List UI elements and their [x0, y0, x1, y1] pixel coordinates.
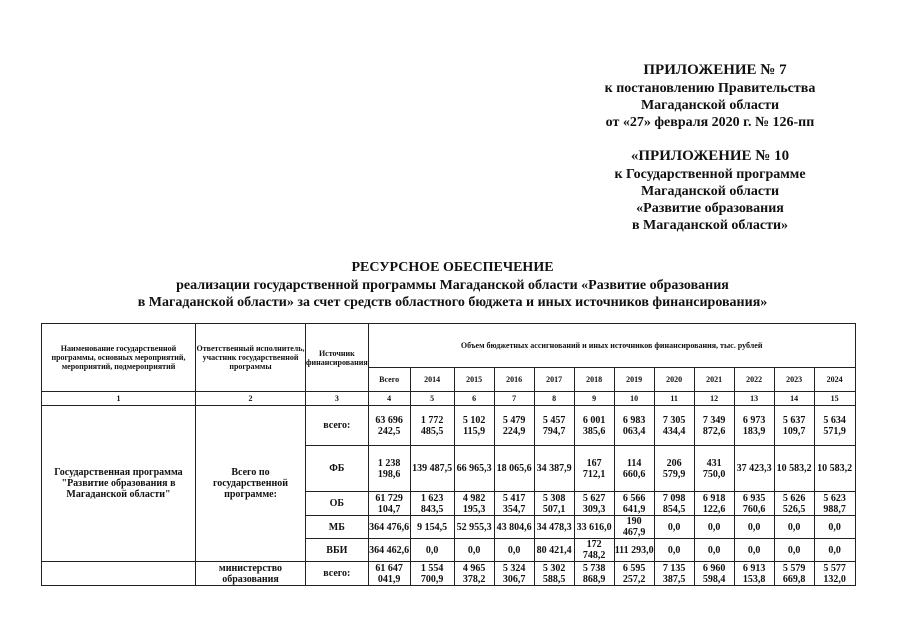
value-cell: 0,0: [734, 516, 774, 539]
value-cell: 63 696 242,5: [368, 406, 410, 446]
column-number: 7: [494, 392, 534, 406]
value-cell: 34 478,3: [534, 516, 574, 539]
program-name-cell: Государственная программа "Развитие образования в Магаданской области": [42, 406, 196, 562]
value-cell: 6 918 122,6: [694, 492, 734, 516]
column-number: 6: [454, 392, 494, 406]
value-cell: 5 302 588,5: [534, 562, 574, 586]
source-cell: ФБ: [306, 446, 369, 492]
value-cell: 0,0: [694, 516, 734, 539]
column-number: 1: [42, 392, 196, 406]
value-cell: 5 417 354,7: [494, 492, 534, 516]
value-cell: 4 982 195,3: [454, 492, 494, 516]
year-header: 2022: [734, 368, 774, 392]
value-cell: 5 579 669,8: [774, 562, 814, 586]
source-cell: всего:: [306, 406, 369, 446]
value-cell: 6 566 641,9: [614, 492, 654, 516]
value-cell: 1 554 700,9: [410, 562, 454, 586]
value-cell: 206 579,9: [654, 446, 694, 492]
column-number: 5: [410, 392, 454, 406]
value-cell: 5 457 794,7: [534, 406, 574, 446]
value-cell: 5 626 526,5: [774, 492, 814, 516]
value-cell: 37 423,3: [734, 446, 774, 492]
value-cell: 6 595 257,2: [614, 562, 654, 586]
column-number: 10: [614, 392, 654, 406]
program-name-line-1: «Развитие образования: [636, 201, 784, 216]
value-cell: 0,0: [814, 516, 855, 539]
value-cell: 0,0: [454, 539, 494, 562]
value-cell: 10 583,2: [814, 446, 855, 492]
value-cell: 5 623 988,7: [814, 492, 855, 516]
value-cell: 5 738 868,9: [574, 562, 614, 586]
column-number: 14: [774, 392, 814, 406]
value-cell: 5 479 224,9: [494, 406, 534, 446]
value-cell: 7 098 854,5: [654, 492, 694, 516]
resolution-date: от «27» февраля 2020 г. № 126-пп: [605, 115, 815, 130]
value-cell: 43 804,6: [494, 516, 534, 539]
year-header: 2019: [614, 368, 654, 392]
year-header: 2016: [494, 368, 534, 392]
value-cell: 6 935 760,6: [734, 492, 774, 516]
value-cell: 0,0: [814, 539, 855, 562]
year-header: 2018: [574, 368, 614, 392]
value-cell: 172 748,2: [574, 539, 614, 562]
value-cell: 6 960 598,4: [694, 562, 734, 586]
ministry-cell: министерство образования: [196, 562, 306, 586]
value-cell: 5 634 571,9: [814, 406, 855, 446]
value-cell: 5 324 306,7: [494, 562, 534, 586]
value-cell: 5 308 507,1: [534, 492, 574, 516]
executor-total-cell: Всего по государственной программе:: [196, 406, 306, 562]
value-cell: 167 712,1: [574, 446, 614, 492]
value-cell: 6 001 385,6: [574, 406, 614, 446]
value-cell: 0,0: [494, 539, 534, 562]
value-cell: 7 305 434,4: [654, 406, 694, 446]
value-cell: 80 421,4: [534, 539, 574, 562]
source-cell: ОБ: [306, 492, 369, 516]
value-cell: 111 293,0: [614, 539, 654, 562]
year-header: 2015: [454, 368, 494, 392]
value-cell: 9 154,5: [410, 516, 454, 539]
year-header: 2021: [694, 368, 734, 392]
value-cell: 0,0: [654, 516, 694, 539]
value-cell: 6 973 183,9: [734, 406, 774, 446]
value-cell: 61 729 104,7: [368, 492, 410, 516]
column-number: 8: [534, 392, 574, 406]
title-line-1: реализации государственной программы Магаданской области «Развитие образования: [176, 278, 729, 293]
value-cell: 0,0: [774, 539, 814, 562]
region-text-2: Магаданской области: [640, 184, 780, 199]
value-cell: 5 627 309,3: [574, 492, 614, 516]
value-cell: 10 583,2: [774, 446, 814, 492]
value-cell: 4 965 378,2: [454, 562, 494, 586]
value-cell: 18 065,6: [494, 446, 534, 492]
value-cell: 5 102 115,9: [454, 406, 494, 446]
year-header: 2023: [774, 368, 814, 392]
value-cell: 52 955,3: [454, 516, 494, 539]
header-executor: Ответственный исполнитель, участник государственной программы: [196, 324, 306, 392]
column-number: 15: [814, 392, 855, 406]
value-cell: 6 983 063,4: [614, 406, 654, 446]
column-number: 12: [694, 392, 734, 406]
header-funding: Объем бюджетных ассигнований и иных источников финансирования, тыс. рублей: [368, 324, 855, 368]
value-cell: 66 965,3: [454, 446, 494, 492]
to-program-text: к Государственной программе: [614, 167, 806, 182]
value-cell: 33 616,0: [574, 516, 614, 539]
source-cell: всего:: [306, 562, 369, 586]
value-cell: 431 750,0: [694, 446, 734, 492]
year-header: 2024: [814, 368, 855, 392]
year-header: 2017: [534, 368, 574, 392]
value-cell: 0,0: [774, 516, 814, 539]
title-line-2: в Магаданской области» за счет средств областного бюджета и иных источников финансирования»: [137, 295, 768, 310]
program-name-line-2: в Магаданской области»: [631, 218, 789, 233]
value-cell: 5 637 109,7: [774, 406, 814, 446]
value-cell: 7 349 872,6: [694, 406, 734, 446]
region-text: Магаданской области: [640, 98, 780, 113]
header-source: Источник финансирования: [306, 324, 369, 392]
year-header: 2014: [410, 368, 454, 392]
column-number: 2: [196, 392, 306, 406]
value-cell: 7 135 387,5: [654, 562, 694, 586]
value-cell: 34 387,9: [534, 446, 574, 492]
value-cell: 364 462,6: [368, 539, 410, 562]
value-cell: 190 467,9: [614, 516, 654, 539]
year-header: Всего: [368, 368, 410, 392]
empty-name-cell: [42, 562, 196, 586]
document-title: РЕСУРСНОЕ ОБЕСПЕЧЕНИЕ: [351, 260, 554, 275]
appendix-7-title: ПРИЛОЖЕНИЕ № 7: [643, 62, 787, 78]
column-number: 4: [368, 392, 410, 406]
header-name: Наименование государственной программы, основных мероприятий, мероприятий, подмероприятий: [42, 324, 196, 392]
value-cell: 0,0: [410, 539, 454, 562]
to-resolution-text: к постановлению Правительства: [604, 81, 816, 96]
value-cell: 139 487,5: [410, 446, 454, 492]
value-cell: 0,0: [654, 539, 694, 562]
column-number: 13: [734, 392, 774, 406]
column-number: 9: [574, 392, 614, 406]
value-cell: 0,0: [734, 539, 774, 562]
value-cell: 364 476,6: [368, 516, 410, 539]
source-cell: ВБИ: [306, 539, 369, 562]
year-header: 2020: [654, 368, 694, 392]
value-cell: 1 623 843,5: [410, 492, 454, 516]
value-cell: 6 913 153,8: [734, 562, 774, 586]
value-cell: 114 660,6: [614, 446, 654, 492]
value-cell: 5 577 132,0: [814, 562, 855, 586]
value-cell: 0,0: [694, 539, 734, 562]
source-cell: МБ: [306, 516, 369, 539]
appendix-10-title: «ПРИЛОЖЕНИЕ № 10: [630, 148, 790, 164]
column-number: 11: [654, 392, 694, 406]
value-cell: 61 647 041,9: [368, 562, 410, 586]
value-cell: 1 772 485,5: [410, 406, 454, 446]
value-cell: 1 238 198,6: [368, 446, 410, 492]
column-number: 3: [306, 392, 369, 406]
resource-table: [41, 323, 856, 586]
